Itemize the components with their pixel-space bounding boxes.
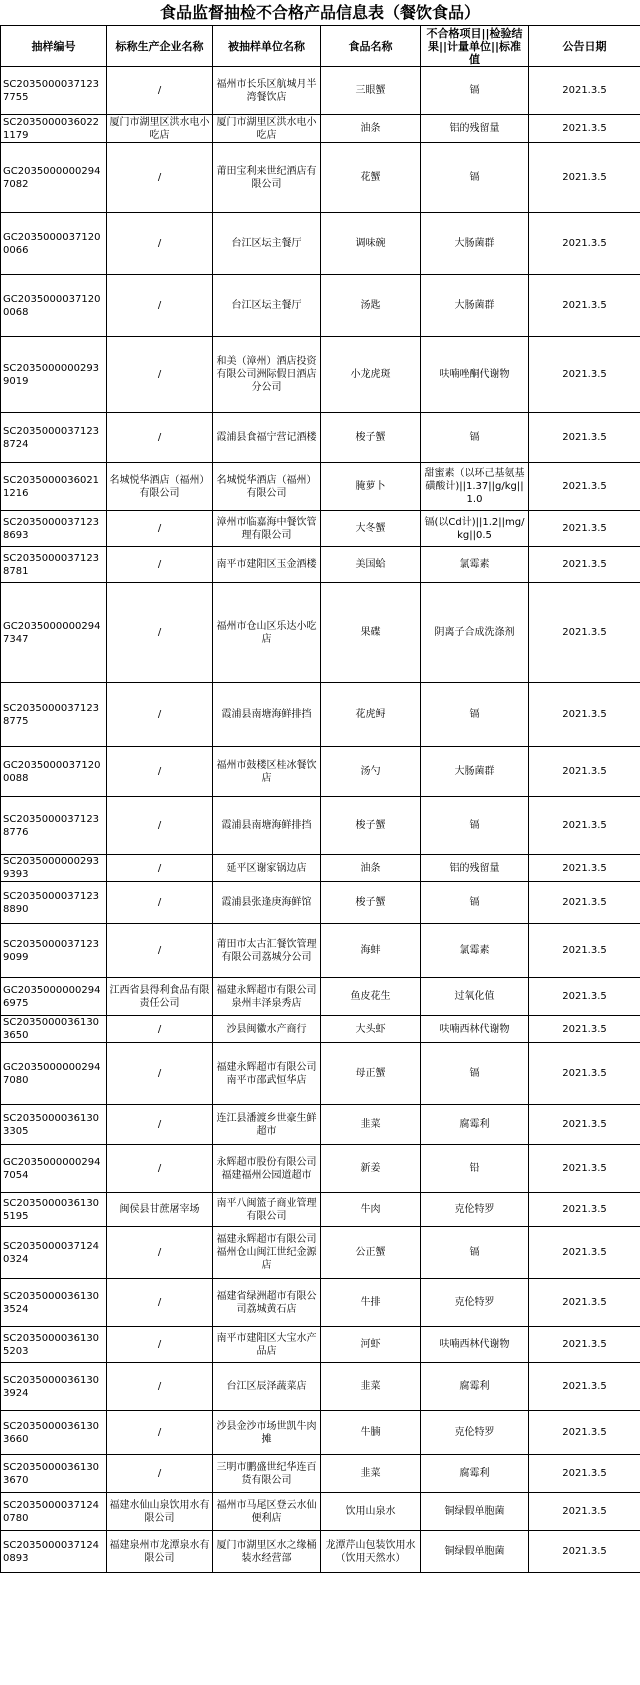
header-sample-code: 抽样编号: [1, 26, 107, 67]
failed-item-cell: 铝的残留量: [421, 115, 529, 143]
sampled-unit-cell: 福州市仓山区乐达小吃店: [213, 583, 321, 683]
announce-date-cell: 2021.3.5: [529, 978, 640, 1016]
sampled-unit-cell: 沙县金沙市场世凯牛肉摊: [213, 1411, 321, 1455]
food-name-cell: 花蟹: [321, 143, 421, 213]
food-name-cell: 油条: [321, 855, 421, 882]
announce-date-cell: 2021.3.5: [529, 1531, 640, 1573]
sample-code-cell: SC20350000371240893: [1, 1531, 107, 1573]
producer-cell: /: [107, 143, 213, 213]
failed-item-cell: 阴离子合成洗涤剂: [421, 583, 529, 683]
announce-date-cell: 2021.3.5: [529, 337, 640, 413]
producer-cell: /: [107, 67, 213, 115]
sample-code-cell: GC20350000002947082: [1, 143, 107, 213]
table-row: [1, 1363, 640, 1411]
announce-date-cell: 2021.3.5: [529, 275, 640, 337]
failed-item-cell: 镉: [421, 143, 529, 213]
failed-item-cell: 铜绿假单胞菌: [421, 1493, 529, 1531]
sample-code-cell: SC20350000002939019: [1, 337, 107, 413]
announce-date-cell: 2021.3.5: [529, 1043, 640, 1105]
sampled-unit-cell: 南平市建阳区玉金酒楼: [213, 547, 321, 583]
producer-cell: /: [107, 1455, 213, 1493]
sample-code-cell: GC20350000371200066: [1, 213, 107, 275]
sample-code-cell: GC20350000371200068: [1, 275, 107, 337]
failed-item-cell: 克伦特罗: [421, 1411, 529, 1455]
sample-code-cell: SC20350000361303670: [1, 1455, 107, 1493]
sampled-unit-cell: 永辉超市股份有限公司福建福州公园道超市: [213, 1145, 321, 1193]
sample-code-cell: SC20350000361303650: [1, 1016, 107, 1043]
header-failed-item: 不合格项目||检验结果||计量单位||标准值: [421, 26, 529, 67]
table-row: [1, 275, 640, 337]
failed-item-cell: 铅: [421, 1145, 529, 1193]
table-row: [1, 115, 640, 143]
table-row: [1, 1105, 640, 1145]
sample-code-cell: SC20350000371238724: [1, 413, 107, 463]
producer-cell: /: [107, 1145, 213, 1193]
failed-item-cell: 氯霉素: [421, 924, 529, 978]
sample-code-cell: SC20350000002939393: [1, 855, 107, 882]
announce-date-cell: 2021.3.5: [529, 1411, 640, 1455]
food-name-cell: 大冬蟹: [321, 511, 421, 547]
failed-item-cell: 腐霉利: [421, 1105, 529, 1145]
food-name-cell: 牛腩: [321, 1411, 421, 1455]
sampled-unit-cell: 厦门市湖里区洪水电小吃店: [213, 115, 321, 143]
failed-item-cell: 镉: [421, 683, 529, 747]
table-row: [1, 1227, 640, 1279]
sample-code-cell: SC20350000361303660: [1, 1411, 107, 1455]
food-name-cell: 梭子蟹: [321, 413, 421, 463]
food-name-cell: 美国蛤: [321, 547, 421, 583]
announce-date-cell: 2021.3.5: [529, 1279, 640, 1327]
sample-code-cell: SC20350000361303924: [1, 1363, 107, 1411]
producer-cell: 名城悦华酒店（福州）有限公司: [107, 463, 213, 511]
sample-code-cell: GC20350000002947054: [1, 1145, 107, 1193]
table-row: [1, 1145, 640, 1193]
sample-code-cell: SC20350000371239099: [1, 924, 107, 978]
announce-date-cell: 2021.3.5: [529, 1455, 640, 1493]
table-row: [1, 683, 640, 747]
table-row: [1, 463, 640, 511]
failed-item-cell: 氯霉素: [421, 547, 529, 583]
sampled-unit-cell: 福建永辉超市有限公司福州仓山闽江世纪金源店: [213, 1227, 321, 1279]
sampled-unit-cell: 台江区坛主餐厅: [213, 213, 321, 275]
producer-cell: /: [107, 547, 213, 583]
table-row: [1, 67, 640, 115]
announce-date-cell: 2021.3.5: [529, 1145, 640, 1193]
announce-date-cell: 2021.3.5: [529, 924, 640, 978]
header-announce-date: 公告日期: [529, 26, 640, 67]
producer-cell: /: [107, 583, 213, 683]
failed-item-cell: 镉: [421, 882, 529, 924]
failed-item-cell: 大肠菌群: [421, 747, 529, 797]
sampled-unit-cell: 福建永辉超市有限公司泉州丰泽泉秀店: [213, 978, 321, 1016]
food-name-cell: 韭菜: [321, 1105, 421, 1145]
producer-cell: 闽侯县甘蔗屠宰场: [107, 1193, 213, 1227]
sampled-unit-cell: 福建省绿洲超市有限公司荔城黄石店: [213, 1279, 321, 1327]
failed-item-cell: 镉: [421, 67, 529, 115]
sample-code-cell: SC20350000361303305: [1, 1105, 107, 1145]
sample-code-cell: SC20350000371238890: [1, 882, 107, 924]
inspection-table: [0, 25, 640, 1573]
announce-date-cell: 2021.3.5: [529, 797, 640, 855]
failed-item-cell: 呋喃西林代谢物: [421, 1327, 529, 1363]
page-title: 食品监督抽检不合格产品信息表（餐饮食品）: [159, 3, 480, 22]
sample-code-cell: SC20350000371238693: [1, 511, 107, 547]
failed-item-cell: 镉: [421, 1043, 529, 1105]
table-row: [1, 1493, 640, 1531]
sample-code-cell: SC20350000361305203: [1, 1327, 107, 1363]
producer-cell: /: [107, 1279, 213, 1327]
failed-item-cell: 镉(以Cd计)||1.2||mg/kg||0.5: [421, 511, 529, 547]
announce-date-cell: 2021.3.5: [529, 143, 640, 213]
announce-date-cell: 2021.3.5: [529, 213, 640, 275]
sample-code-cell: SC20350000371240780: [1, 1493, 107, 1531]
sample-code-cell: SC20350000371238775: [1, 683, 107, 747]
table-header-row: [1, 26, 640, 67]
failed-item-cell: 呋喃唑酮代谢物: [421, 337, 529, 413]
table-row: [1, 1043, 640, 1105]
sample-code-cell: SC20350000360211216: [1, 463, 107, 511]
announce-date-cell: 2021.3.5: [529, 1227, 640, 1279]
food-name-cell: 鱼皮花生: [321, 978, 421, 1016]
food-name-cell: 龙潭芹山包装饮用水（饮用天然水）: [321, 1531, 421, 1573]
producer-cell: /: [107, 1411, 213, 1455]
announce-date-cell: 2021.3.5: [529, 747, 640, 797]
table-row: [1, 1327, 640, 1363]
food-name-cell: 母正蟹: [321, 1043, 421, 1105]
sampled-unit-cell: 霞浦县南塘海鲜排挡: [213, 683, 321, 747]
sample-code-cell: GC20350000002947347: [1, 583, 107, 683]
header-sampled-unit: 被抽样单位名称: [213, 26, 321, 67]
food-name-cell: 新姜: [321, 1145, 421, 1193]
sampled-unit-cell: 沙县闽徽水产商行: [213, 1016, 321, 1043]
table-row: [1, 1193, 640, 1227]
food-name-cell: 汤勺: [321, 747, 421, 797]
food-name-cell: 大头虾: [321, 1016, 421, 1043]
sample-code-cell: SC20350000371237755: [1, 67, 107, 115]
announce-date-cell: 2021.3.5: [529, 1016, 640, 1043]
table-row: [1, 855, 640, 882]
food-name-cell: 梭子蟹: [321, 882, 421, 924]
announce-date-cell: 2021.3.5: [529, 683, 640, 747]
producer-cell: /: [107, 855, 213, 882]
announce-date-cell: 2021.3.5: [529, 463, 640, 511]
announce-date-cell: 2021.3.5: [529, 583, 640, 683]
announce-date-cell: 2021.3.5: [529, 511, 640, 547]
table-row: [1, 924, 640, 978]
producer-cell: /: [107, 797, 213, 855]
producer-cell: /: [107, 1327, 213, 1363]
table-row: [1, 1016, 640, 1043]
food-name-cell: 汤匙: [321, 275, 421, 337]
sampled-unit-cell: 延平区谢家锅边店: [213, 855, 321, 882]
food-name-cell: 果碟: [321, 583, 421, 683]
sampled-unit-cell: 南平市建阳区大宝水产品店: [213, 1327, 321, 1363]
producer-cell: /: [107, 1105, 213, 1145]
table-row: [1, 1279, 640, 1327]
sampled-unit-cell: 霞浦县南塘海鲜排挡: [213, 797, 321, 855]
header-food-name: 食品名称: [321, 26, 421, 67]
producer-cell: /: [107, 413, 213, 463]
food-name-cell: 公正蟹: [321, 1227, 421, 1279]
failed-item-cell: 呋喃西林代谢物: [421, 1016, 529, 1043]
failed-item-cell: 大肠菌群: [421, 275, 529, 337]
failed-item-cell: 大肠菌群: [421, 213, 529, 275]
sampled-unit-cell: 和美（漳州）酒店投资有限公司洲际假日酒店分公司: [213, 337, 321, 413]
producer-cell: /: [107, 683, 213, 747]
food-name-cell: 梭子蟹: [321, 797, 421, 855]
table-row: [1, 213, 640, 275]
table-row: [1, 747, 640, 797]
sample-code-cell: SC20350000371240324: [1, 1227, 107, 1279]
food-name-cell: 牛排: [321, 1279, 421, 1327]
sample-code-cell: GC20350000002946975: [1, 978, 107, 1016]
producer-cell: /: [107, 213, 213, 275]
sample-code-cell: SC20350000360221179: [1, 115, 107, 143]
sampled-unit-cell: 霞浦县张逢庚海鲜馆: [213, 882, 321, 924]
failed-item-cell: 铝的残留量: [421, 855, 529, 882]
announce-date-cell: 2021.3.5: [529, 855, 640, 882]
announce-date-cell: 2021.3.5: [529, 1105, 640, 1145]
failed-item-cell: 克伦特罗: [421, 1193, 529, 1227]
sampled-unit-cell: 连江县潘渡乡世豪生鲜超市: [213, 1105, 321, 1145]
sampled-unit-cell: 莆田市太古汇餐饮管理有限公司荔城分公司: [213, 924, 321, 978]
table-row: [1, 1455, 640, 1493]
table-row: [1, 1411, 640, 1455]
failed-item-cell: 镉: [421, 413, 529, 463]
table-row: [1, 1531, 640, 1573]
food-name-cell: 饮用山泉水: [321, 1493, 421, 1531]
announce-date-cell: 2021.3.5: [529, 1193, 640, 1227]
table-row: [1, 797, 640, 855]
sampled-unit-cell: 福建永辉超市有限公司南平市邵武恒华店: [213, 1043, 321, 1105]
food-name-cell: 韭菜: [321, 1363, 421, 1411]
table-row: [1, 547, 640, 583]
table-row: [1, 583, 640, 683]
table-row: [1, 143, 640, 213]
sample-code-cell: SC20350000371238781: [1, 547, 107, 583]
table-row: [1, 511, 640, 547]
failed-item-cell: 过氧化值: [421, 978, 529, 1016]
sampled-unit-cell: 名城悦华酒店（福州）有限公司: [213, 463, 321, 511]
announce-date-cell: 2021.3.5: [529, 67, 640, 115]
sampled-unit-cell: 台江区辰泽蔬菜店: [213, 1363, 321, 1411]
sampled-unit-cell: 三明市鹏盛世纪华连百货有限公司: [213, 1455, 321, 1493]
producer-cell: /: [107, 1363, 213, 1411]
producer-cell: /: [107, 747, 213, 797]
producer-cell: /: [107, 275, 213, 337]
announce-date-cell: 2021.3.5: [529, 547, 640, 583]
failed-item-cell: 克伦特罗: [421, 1279, 529, 1327]
producer-cell: 福建水仙山泉饮用水有限公司: [107, 1493, 213, 1531]
food-name-cell: 小龙虎斑: [321, 337, 421, 413]
food-name-cell: 牛肉: [321, 1193, 421, 1227]
announce-date-cell: 2021.3.5: [529, 1363, 640, 1411]
table-row: [1, 978, 640, 1016]
failed-item-cell: 铜绿假单胞菌: [421, 1531, 529, 1573]
table-row: [1, 337, 640, 413]
table-row: [1, 413, 640, 463]
table-row: [1, 882, 640, 924]
sampled-unit-cell: 台江区坛主餐厅: [213, 275, 321, 337]
sampled-unit-cell: 福州市鼓楼区桂冰餐饮店: [213, 747, 321, 797]
sampled-unit-cell: 霞浦县食福宁营记酒楼: [213, 413, 321, 463]
producer-cell: /: [107, 1016, 213, 1043]
announce-date-cell: 2021.3.5: [529, 115, 640, 143]
producer-cell: 厦门市湖里区洪水电小吃店: [107, 115, 213, 143]
sampled-unit-cell: 福州市长乐区航城月半湾餐饮店: [213, 67, 321, 115]
producer-cell: /: [107, 924, 213, 978]
food-name-cell: 三眼蟹: [321, 67, 421, 115]
announce-date-cell: 2021.3.5: [529, 1327, 640, 1363]
sampled-unit-cell: 厦门市湖里区水之缘桶装水经营部: [213, 1531, 321, 1573]
producer-cell: /: [107, 337, 213, 413]
producer-cell: 福建泉州市龙潭泉水有限公司: [107, 1531, 213, 1573]
food-name-cell: 调味碗: [321, 213, 421, 275]
announce-date-cell: 2021.3.5: [529, 1493, 640, 1531]
sample-code-cell: GC20350000371200088: [1, 747, 107, 797]
food-name-cell: 花虎鲟: [321, 683, 421, 747]
food-name-cell: 油条: [321, 115, 421, 143]
sampled-unit-cell: 漳州市临嘉海中餐饮管理有限公司: [213, 511, 321, 547]
food-name-cell: 海蚌: [321, 924, 421, 978]
failed-item-cell: 甜蜜素（以环己基氨基磺酸计)||1.37||g/kg||1.0: [421, 463, 529, 511]
sampled-unit-cell: 南平八闽篮子商业管理有限公司: [213, 1193, 321, 1227]
producer-cell: /: [107, 1227, 213, 1279]
failed-item-cell: 镉: [421, 1227, 529, 1279]
food-name-cell: 腌萝卜: [321, 463, 421, 511]
producer-cell: /: [107, 882, 213, 924]
sampled-unit-cell: 莆田宝利来世纪酒店有限公司: [213, 143, 321, 213]
sample-code-cell: SC20350000361305195: [1, 1193, 107, 1227]
failed-item-cell: 腐霉利: [421, 1363, 529, 1411]
announce-date-cell: 2021.3.5: [529, 882, 640, 924]
failed-item-cell: 镉: [421, 797, 529, 855]
failed-item-cell: 腐霉利: [421, 1455, 529, 1493]
food-name-cell: 河虾: [321, 1327, 421, 1363]
sampled-unit-cell: 福州市马尾区登云水仙便利店: [213, 1493, 321, 1531]
announce-date-cell: 2021.3.5: [529, 413, 640, 463]
producer-cell: /: [107, 1043, 213, 1105]
producer-cell: /: [107, 511, 213, 547]
producer-cell: 江西省县得利食品有限责任公司: [107, 978, 213, 1016]
sample-code-cell: GC20350000002947080: [1, 1043, 107, 1105]
sample-code-cell: SC20350000371238776: [1, 797, 107, 855]
sample-code-cell: SC20350000361303524: [1, 1279, 107, 1327]
header-producer: 标称生产企业名称: [107, 26, 213, 67]
food-name-cell: 韭菜: [321, 1455, 421, 1493]
